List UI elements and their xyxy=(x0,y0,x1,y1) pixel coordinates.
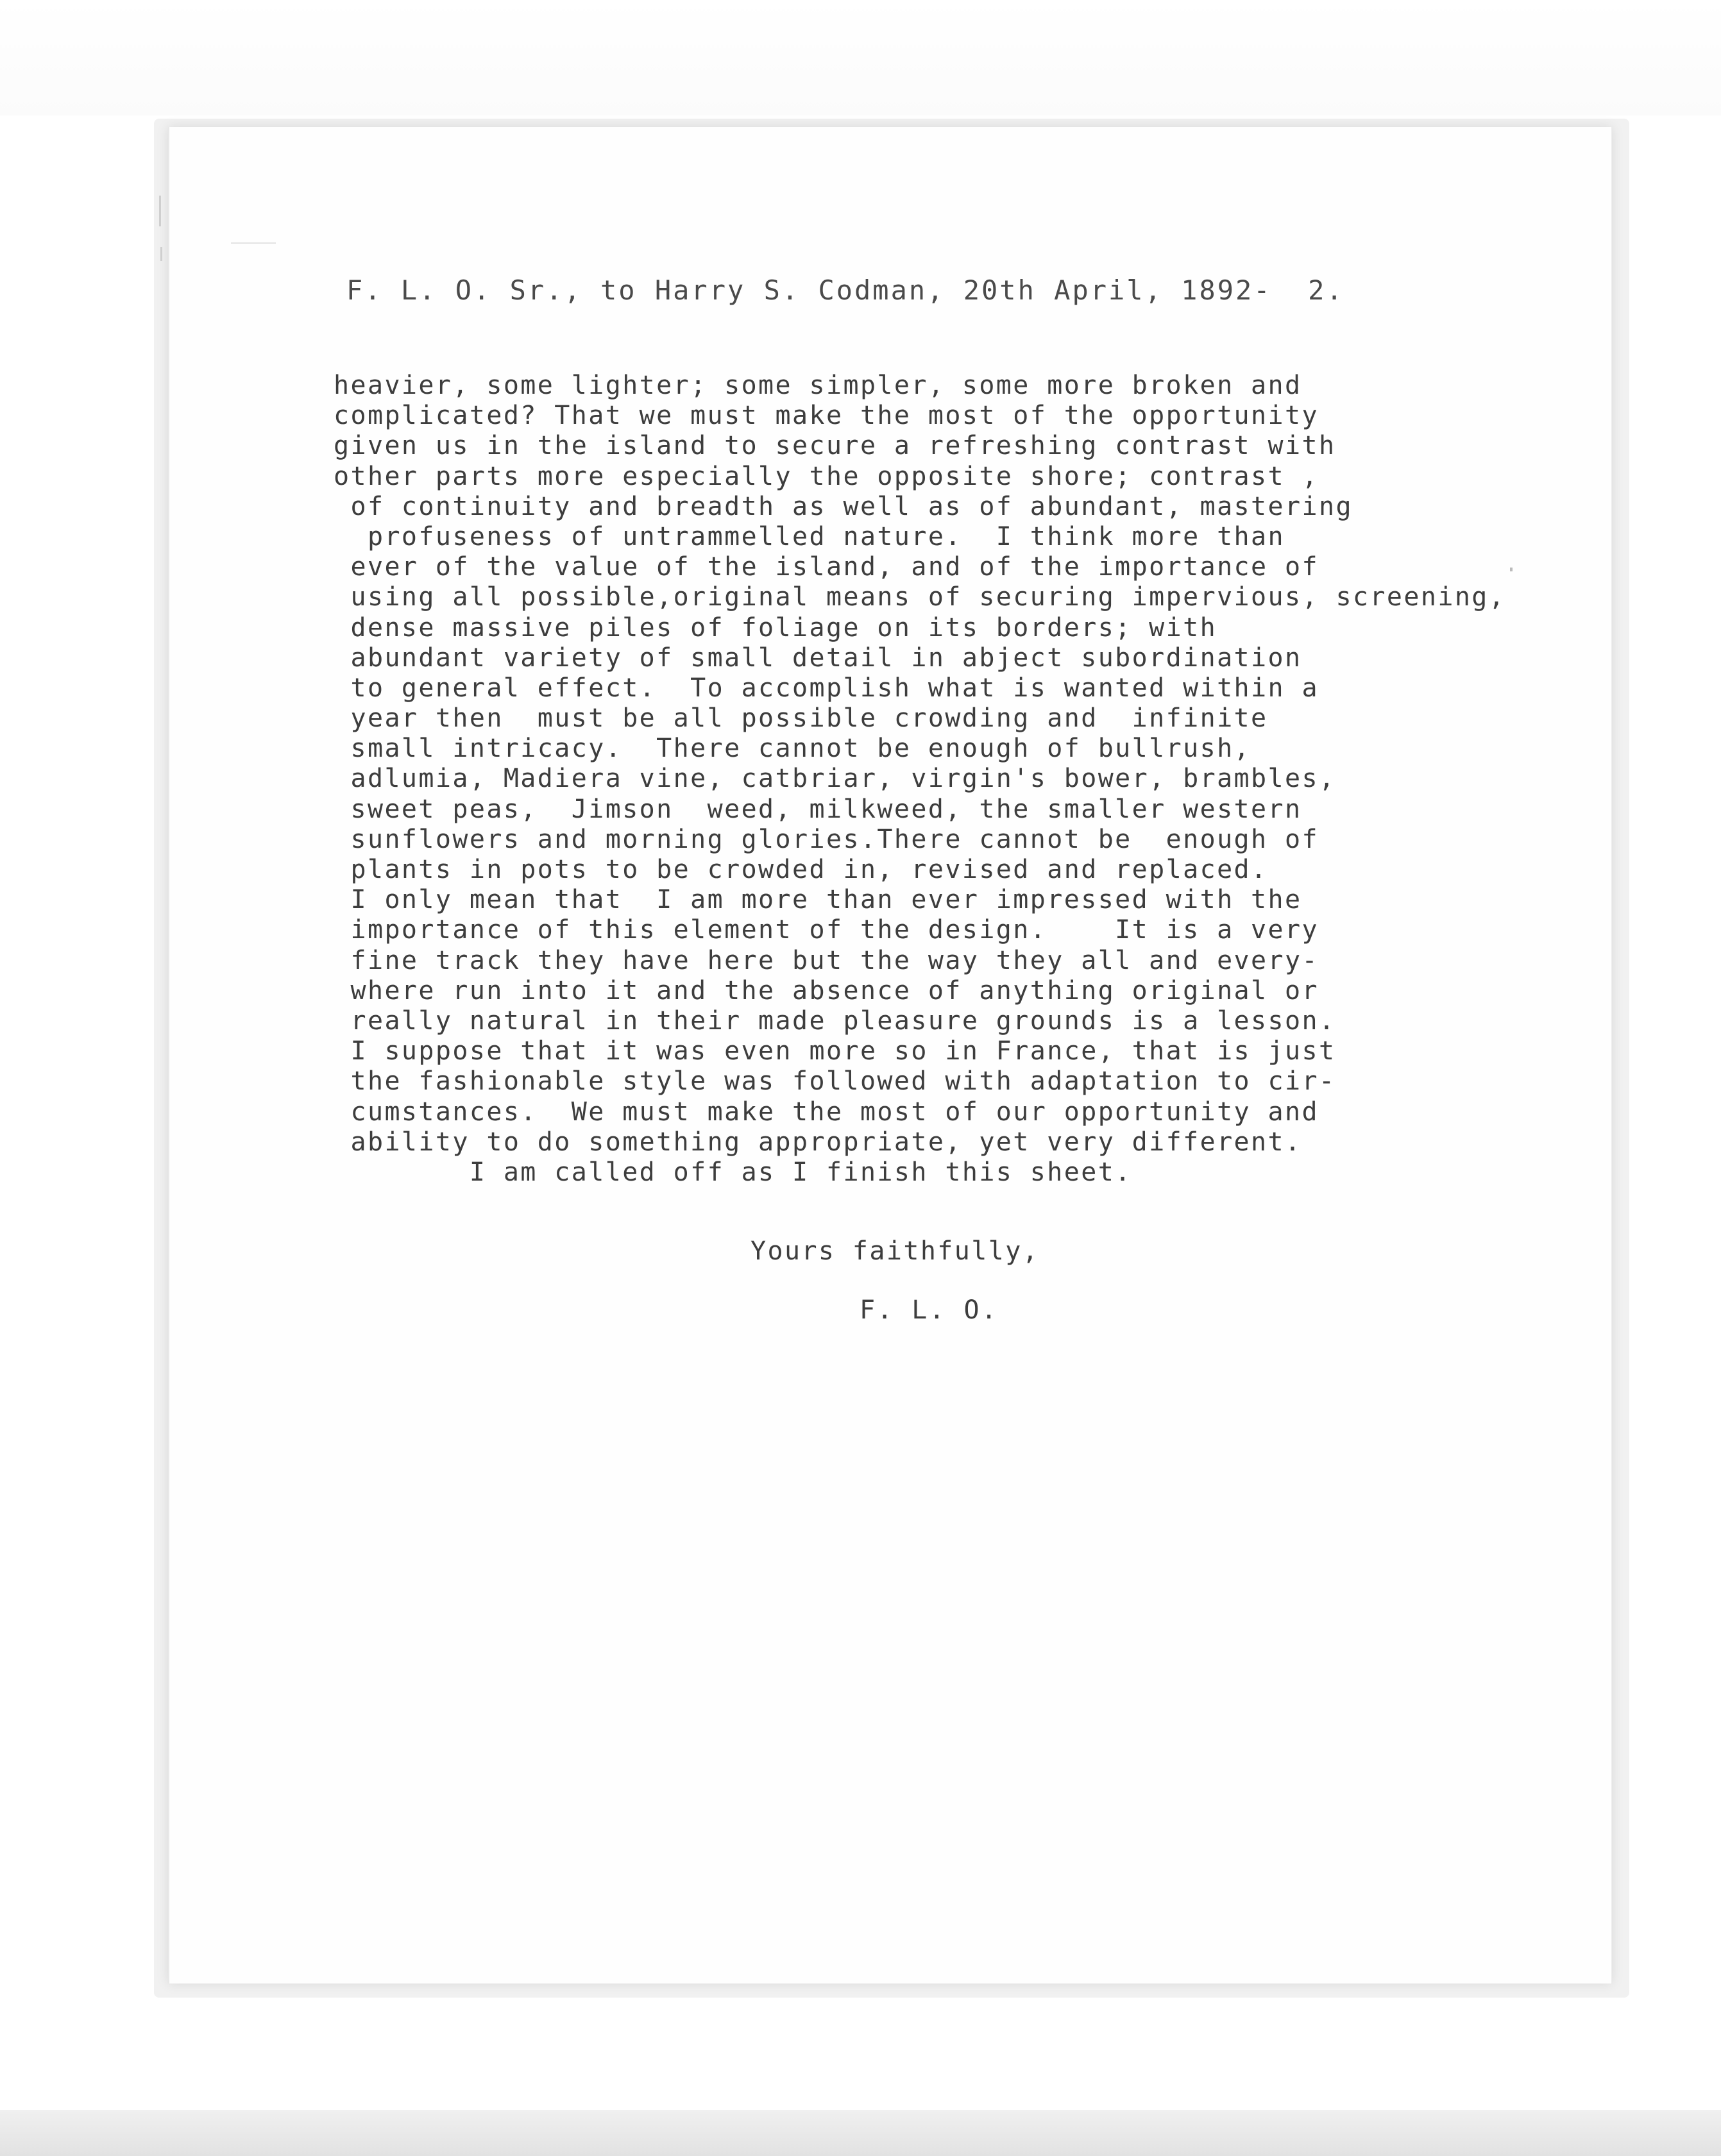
scan-mark-left-2 xyxy=(160,247,162,261)
body-line: ability to do something appropriate, yet very different. xyxy=(334,1127,1302,1157)
body-line: of continuity and breadth as well as of abundant, mastering xyxy=(334,491,1353,521)
body-line: profuseness of untrammelled nature. I think more than xyxy=(334,521,1285,552)
scan-background-bottom xyxy=(0,2110,1721,2156)
body-line: complicated? That we must make the most of the opportunity xyxy=(334,401,1319,431)
letter-closing: Yours faithfully, xyxy=(750,1236,1040,1266)
body-line: other parts more especially the opposite shore; contrast , xyxy=(334,461,1319,491)
body-line: heavier, some lighter; some simpler, some more broken and xyxy=(334,371,1302,400)
body-line: the fashionable style was followed with adaptation to cir- xyxy=(334,1066,1336,1097)
body-line: using all possible,original means of securing impervious, screening, xyxy=(334,582,1506,612)
body-line: where run into it and the absence of anything original or xyxy=(334,975,1319,1006)
body-line: dense massive piles of foliage on its borders; with xyxy=(334,612,1217,643)
body-line: I am called off as I finish this sheet. xyxy=(334,1157,1132,1187)
body-line: year then must be all possible crowding and infinite xyxy=(334,703,1268,734)
scan-mark-left-3 xyxy=(231,242,276,244)
body-line: I only mean that I am more than ever impressed with the xyxy=(334,885,1302,915)
body-line: sweet peas, Jimson weed, milkweed, the smaller western xyxy=(334,794,1302,824)
body-line: abundant variety of small detail in abject subordination xyxy=(334,643,1302,673)
letter-signature: F. L. O. xyxy=(860,1295,999,1325)
letter-body xyxy=(334,371,1505,1188)
body-line: given us in the island to secure a refreshing contrast with xyxy=(334,431,1336,461)
body-line: fine track they have here but the way they all and every- xyxy=(334,945,1319,975)
scan-speck xyxy=(1510,568,1513,571)
body-line: ever of the value of the island, and of the importance of xyxy=(334,552,1319,582)
body-line: importance of this element of the design. It is a very xyxy=(334,915,1319,945)
body-line: I suppose that it was even more so in France, that is just xyxy=(334,1036,1336,1066)
scan-mark-left-1 xyxy=(159,196,161,226)
scan-background-top xyxy=(0,0,1721,115)
body-line: small intricacy. There cannot be enough of bullrush, xyxy=(334,734,1251,764)
body-line: to general effect. To accomplish what is wanted within a xyxy=(334,673,1319,703)
body-line: really natural in their made pleasure grounds is a lesson. xyxy=(334,1006,1336,1036)
letter-heading: F. L. O. Sr., to Harry S. Codman, 20th April, 1892- 2. xyxy=(346,274,1344,306)
body-line: adlumia, Madiera vine, catbriar, virgin's bower, brambles, xyxy=(334,764,1336,794)
body-line: sunflowers and morning glories.There cannot be enough of xyxy=(334,824,1319,854)
body-line: cumstances. We must make the most of our opportunity and xyxy=(334,1097,1319,1127)
body-line: plants in pots to be crowded in, revised and replaced. xyxy=(334,855,1268,884)
